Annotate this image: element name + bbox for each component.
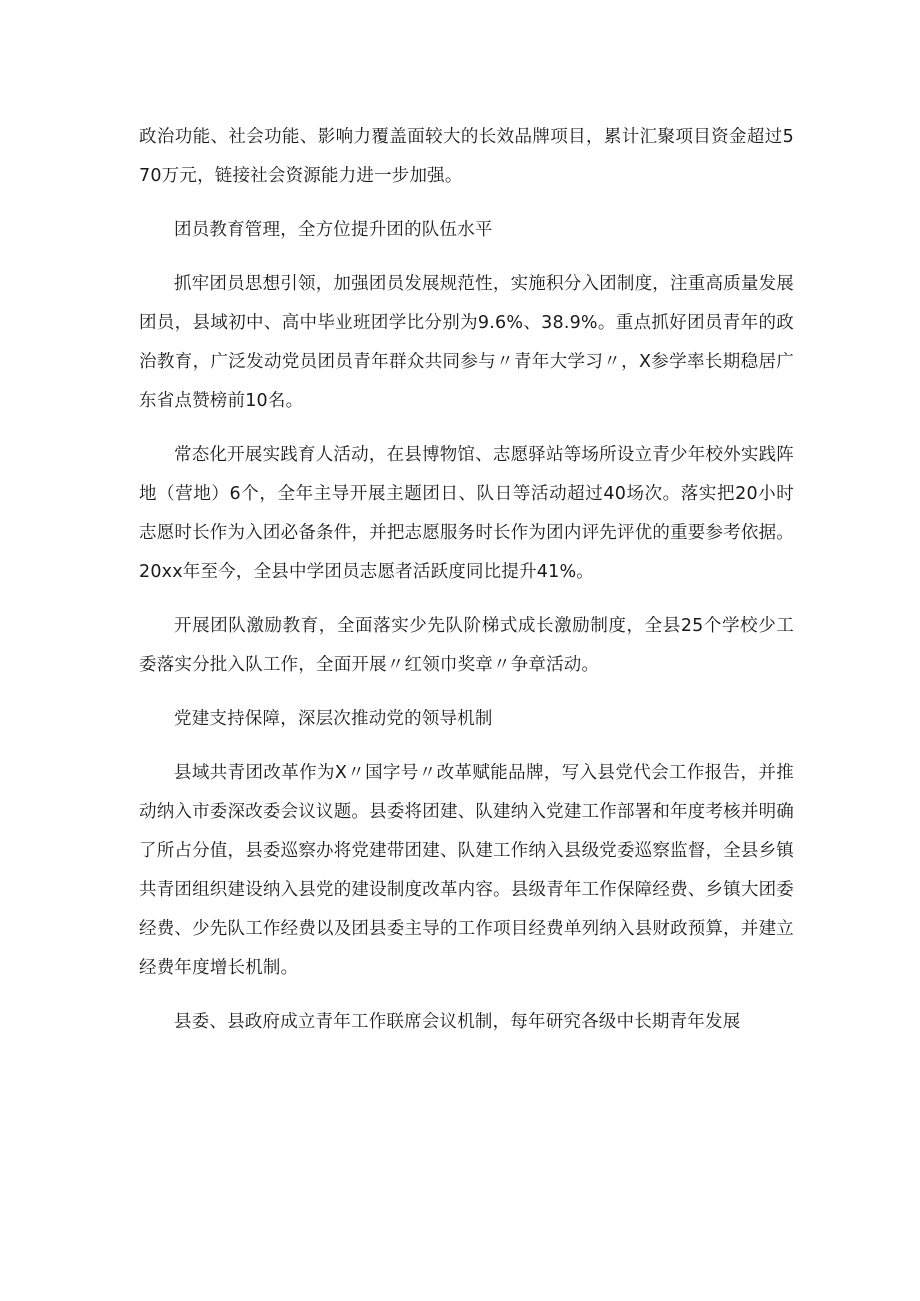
paragraph-continuation: 政治功能、社会功能、影响力覆盖面较大的长效品牌项目，累计汇聚项目资金超过570万元，链接社会资源能力进一步加强。 [139, 127, 794, 186]
section-heading-league-member-education: 团员教育管理，全方位提升团的队伍水平 [174, 220, 493, 240]
section-heading-party-support: 党建支持保障，深层次推动党的领导机制 [174, 709, 493, 729]
paragraph-team-incentive: 开展团队激励教育，全面落实少先队阶梯式成长激励制度，全县25个学校少工委落实分批入队工作，全面开展〃红领巾奖章〃争章活动。 [139, 616, 794, 675]
paragraph-member-ideology: 抓牢团员思想引领，加强团员发展规范性，实施积分入团制度，注重高质量发展团员，县域初中、高中毕业班团学比分别为9.6%、38.9%。重点抓好团员青年的政治教育，广泛发动党员团员青年群众共同参与〃青年大学习〃，X参学率长期稳居广东省点赞榜前10名。 [139, 274, 794, 411]
paragraph-reform-brand: 县域共青团改革作为X〃国字号〃改革赋能品牌，写入县党代会工作报告，并推动纳入市委深改委会议议题。县委将团建、队建纳入党建工作部署和年度考核并明确了所占分值，县委巡察办将党建带团建、队建工作纳入县级党委巡察监督，全县乡镇共青团组织建设纳入县党的建设制度改革内容。县级青年工作保障经费、乡镇大团委经费、少先队工作经费以及团县委主导的工作项目经费单列纳入县财政预算，并建立经费年度增长机制。 [139, 763, 794, 978]
document-body [139, 118, 794, 1057]
paragraph-joint-meeting: 县委、县政府成立青年工作联席会议机制，每年研究各级中长期青年发展 [174, 1012, 741, 1032]
paragraph-practice-education: 常态化开展实践育人活动，在县博物馆、志愿驿站等场所设立青少年校外实践阵地（营地）6个，全年主导开展主题团日、队日等活动超过40场次。落实把20小时志愿时长作为入团必备条件，并把志愿服务时长作为团内评先评优的重要参考依据。20xx年至今，全县中学团员志愿者活跃度同比提升41%。 [139, 445, 794, 582]
